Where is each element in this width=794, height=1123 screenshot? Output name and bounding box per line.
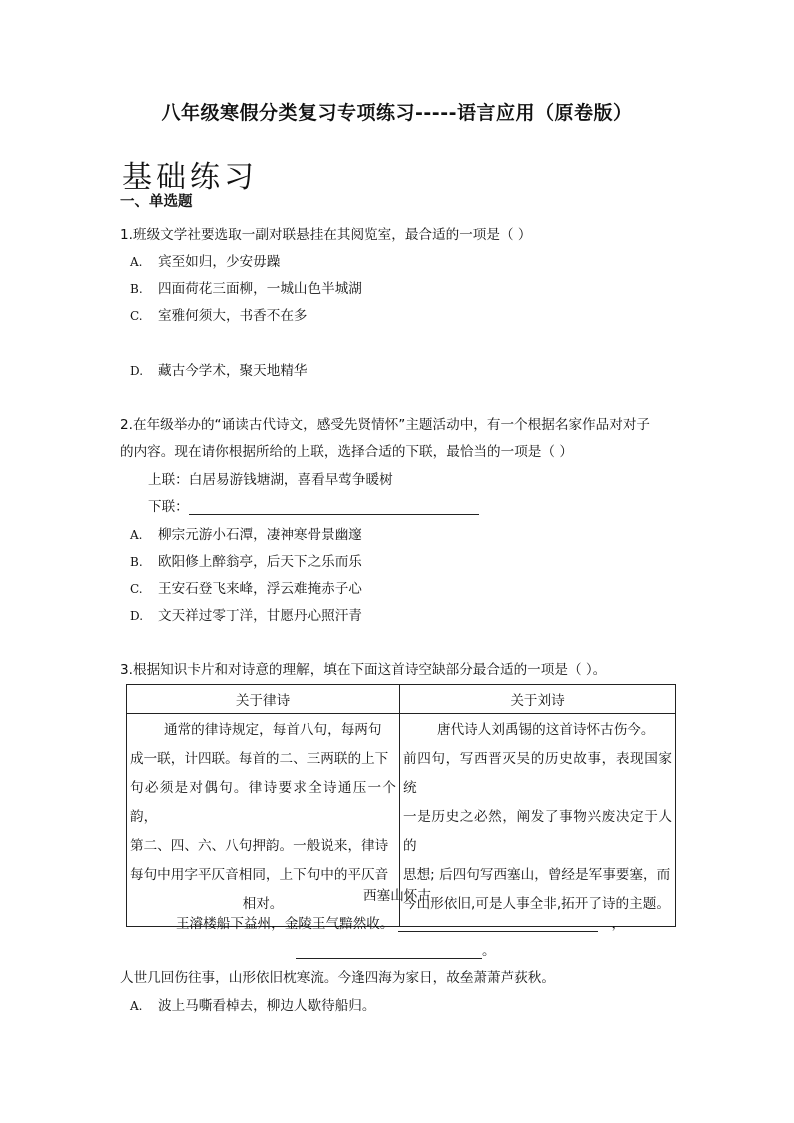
- question-2-option-b: [130, 550, 362, 570]
- question-1-stem: 1.班级文学社要选取一副对联悬挂在其阅览室，最合适的一项是（ ）: [120, 227, 532, 243]
- poem-period: 。: [482, 943, 496, 959]
- question-2-option-a: [130, 523, 362, 543]
- option-letter: A.: [130, 255, 143, 269]
- poem-blank-2: [296, 944, 482, 959]
- option-text: 柳宗元游小石潭，凄神寒骨景幽邃: [158, 527, 362, 543]
- table-header: 关于刘诗: [400, 685, 676, 714]
- cell-line: 成一联，计四联。每首的二、三两联的上下: [130, 751, 389, 767]
- poem-comma: ，: [611, 916, 626, 932]
- lower-couplet-blank: [189, 500, 479, 515]
- option-letter: D.: [130, 609, 144, 623]
- question-3-stem: 3.根据知识卡片和对诗意的理解，填在下面这首诗空缺部分最合适的一项是（ ）。: [120, 662, 607, 678]
- cell-line: 句必须是对偶句。律诗要求全诗通压一个韵，: [130, 780, 396, 825]
- option-letter: B.: [130, 282, 143, 296]
- option-letter: C.: [130, 309, 143, 323]
- cell-line: 思想; 后四句写西塞山，曾经是军事要塞，而: [403, 867, 671, 883]
- poem-line-3: 人世几回伤往事，山形依旧枕寒流。今逢四海为家日，故垒萧萧芦荻秋。: [120, 970, 555, 986]
- option-text: 四面荷花三面柳，一城山色半城湖: [158, 281, 362, 297]
- cell-line: 通常的律诗规定，每首八句，每两句: [164, 722, 382, 738]
- option-text: 欧阳修上醉翁亭，后天下之乐而乐: [158, 554, 362, 570]
- option-letter: B.: [130, 555, 143, 569]
- cell-line: 第二、四、六、八句押韵。一般说来，律诗: [130, 838, 389, 854]
- option-letter: D.: [130, 364, 144, 378]
- subsection-heading: 一、单选题: [120, 194, 193, 210]
- question-1-option-d: [130, 359, 308, 379]
- question-2-option-d: [130, 604, 362, 624]
- table-header: 关于律诗: [127, 685, 400, 714]
- option-text: 王安石登飞来峰，浮云难掩赤子心: [158, 581, 362, 597]
- question-2-option-c: [130, 577, 362, 597]
- lower-couplet: [148, 495, 479, 515]
- poem-blank-1: [398, 917, 598, 932]
- option-letter: A.: [130, 528, 143, 542]
- poem-title: 西塞山怀古: [363, 888, 431, 904]
- cell-line: 每句中用字平仄音相同，上下句中的平仄音: [130, 867, 389, 883]
- cell-line: 前四句，写西晋灭吴的历史故事，表现国家统: [403, 751, 672, 796]
- option-text: 波上马嘶看棹去，柳边人歇待船归。: [158, 998, 376, 1014]
- cell-line: 唐代诗人刘禹锡的这首诗怀古伤今。: [437, 722, 655, 738]
- page-title: 八年级寒假分类复习专项练习-----语言应用（原卷版）: [161, 102, 633, 124]
- poem-text: 王濬楼船下益州，金陵王气黯然收。: [176, 916, 394, 932]
- lower-couplet-label: 下联：: [148, 499, 189, 515]
- cell-line: 一是历史之必然，阐发了事物兴废决定于人的: [403, 809, 672, 854]
- option-text: 文天祥过零丁洋，甘愿丹心照汗青: [158, 608, 362, 624]
- question-3-option-a: [130, 994, 376, 1014]
- cell-line: 相对。: [242, 896, 284, 912]
- question-1-option-c: [130, 304, 308, 324]
- question-2-stem-line-2: 的内容。现在请你根据所给的上联，选择合适的下联，最恰当的一项是（ ）: [120, 444, 573, 460]
- upper-couplet: 上联：白居易游钱塘湖，喜看早莺争暖树: [148, 472, 393, 488]
- table-header-row: [127, 685, 676, 714]
- option-text: 宾至如归，少安毋躁: [158, 254, 281, 270]
- question-2-stem-line-1: 2.在年级举办的“诵读古代诗文，感受先贤情怀”主题活动中，有一个根据名家作品对对子: [120, 417, 651, 433]
- poem-line-2: [296, 939, 496, 959]
- option-text: 藏古今学术，聚天地精华: [158, 363, 308, 379]
- question-1-option-b: [130, 277, 362, 297]
- option-text: 室雅何须大，书香不在多: [158, 308, 308, 324]
- question-1-option-a: [130, 250, 280, 270]
- section-heading: 基础练习: [122, 160, 258, 195]
- option-letter: C.: [130, 582, 143, 596]
- option-letter: A.: [130, 999, 143, 1013]
- cell-line: 今山形依旧,可是人事全非,拓开了诗的主题。: [403, 896, 670, 912]
- poem-line-1: [176, 912, 625, 932]
